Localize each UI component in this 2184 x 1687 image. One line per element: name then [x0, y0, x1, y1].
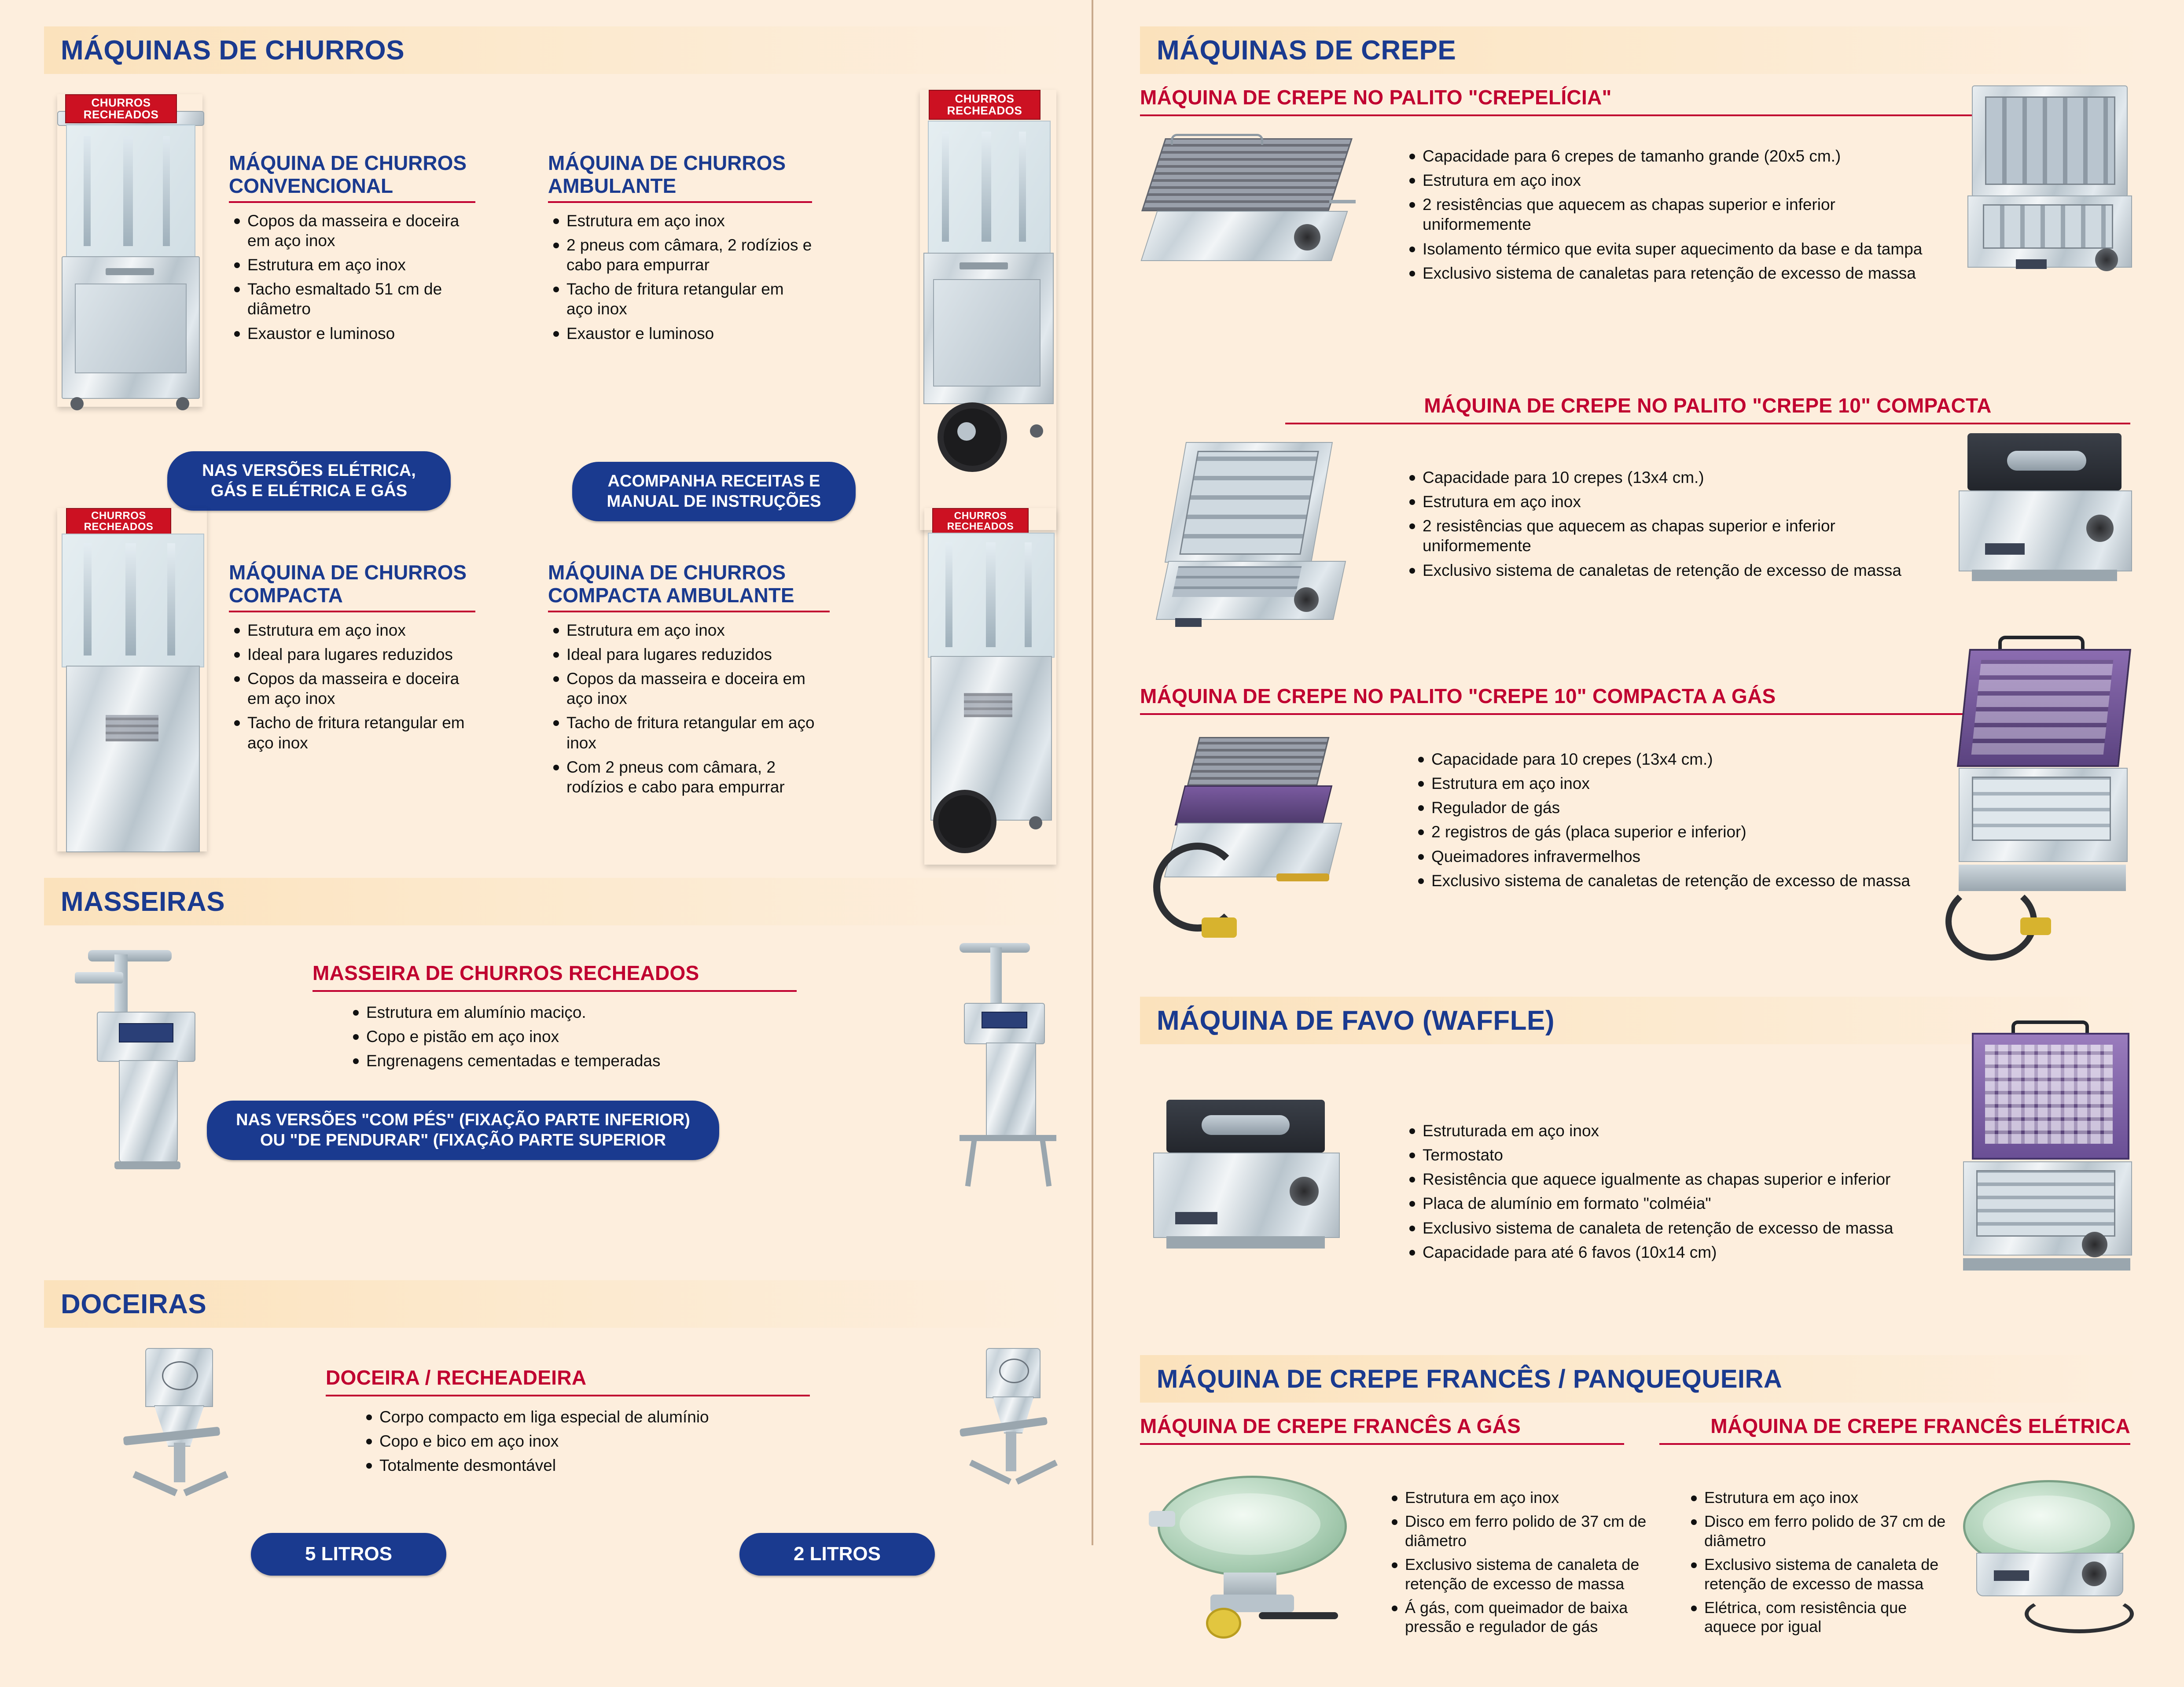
- list-item: Estrutura em aço inox: [229, 620, 475, 640]
- product-title-churros-ambulante: MÁQUINA DE CHURROS AMBULANTE: [548, 151, 812, 203]
- masseiras-block: [44, 937, 1070, 1210]
- badge-versoes-eletrica-gas: NAS VERSÕES ELÉTRICA, GÁS E ELÉTRICA E GÁS: [167, 451, 451, 511]
- list-item: Engrenagens cementadas e temperadas: [348, 1051, 797, 1071]
- product-bullets-frances-eletrica: [1686, 1488, 1959, 1641]
- list-item: Isolamento térmico que evita super aquecimento da base e da tampa: [1404, 239, 1923, 259]
- image-label-churros-ambulante: CHURROS RECHEADOS: [929, 90, 1041, 120]
- badge-2-litros: 2 LITROS: [739, 1533, 935, 1576]
- crepe-frances-block: [1140, 1414, 2144, 1687]
- section-title-doceiras: DOCEIRAS: [61, 1289, 207, 1319]
- list-item: Estrutura em aço inox: [1404, 492, 1923, 512]
- favo-block: [1140, 1056, 2144, 1364]
- product-bullets-masseira: [348, 1002, 797, 1071]
- product-title-crepe10-gas: MÁQUINA DE CREPE NO PALITO "CREPE 10" COMPACTA A GÁS: [1140, 684, 2003, 715]
- list-item: Exaustor e luminoso: [229, 324, 475, 343]
- product-title-masseira: MASSEIRA DE CHURROS RECHEADOS: [313, 961, 797, 992]
- list-item: Estrutura em aço inox: [548, 211, 812, 231]
- list-item: Tacho de fritura retangular em aço inox: [548, 279, 812, 319]
- section-title-crepe: MÁQUINAS DE CREPE: [1157, 35, 1456, 66]
- churros-bottom-block: [44, 499, 1070, 860]
- list-item: Estrutura em alumínio maciço.: [348, 1002, 797, 1022]
- product-title-churros-convencional: MÁQUINA DE CHURROS CONVENCIONAL: [229, 151, 475, 203]
- product-title-doceira: DOCEIRA / RECHEADEIRA: [326, 1366, 810, 1396]
- list-item: 2 registros de gás (placa superior e inferior): [1413, 822, 1932, 842]
- badge-versoes-masseira: NAS VERSÕES "COM PÉS" (FIXAÇÃO PARTE INFERIOR) OU "DE PENDURAR" (FIXAÇÃO PARTE SUPERIOR: [207, 1101, 719, 1160]
- product-image-frances-gas: [1149, 1462, 1351, 1639]
- product-masseira: [313, 961, 797, 1075]
- product-title-crepe10: MÁQUINA DE CREPE NO PALITO "CREPE 10" COMPACTA: [1285, 394, 2130, 424]
- product-image-churros-compacta: [57, 508, 207, 851]
- list-item: Termostato: [1404, 1145, 1923, 1165]
- list-item: Estrutura em aço inox: [1413, 774, 1932, 793]
- product-image-churros-ambulante: [920, 90, 1056, 530]
- product-title-frances-eletrica: MÁQUINA DE CREPE FRANCÊS ELÉTRICA: [1659, 1414, 2130, 1445]
- list-item: Regulador de gás: [1413, 798, 1932, 818]
- list-item: Capacidade para 6 crepes de tamanho grande (20x5 cm.): [1404, 146, 1923, 166]
- product-title-churros-compacta: MÁQUINA DE CHURROS COMPACTA: [229, 561, 475, 612]
- product-bullets-churros-convencional: [229, 211, 475, 343]
- image-label-churros-compacta: CHURROS RECHEADOS: [66, 508, 171, 534]
- list-item: Queimadores infravermelhos: [1413, 847, 1932, 866]
- list-item: Estrutura em aço inox: [229, 255, 475, 275]
- product-bullets-crepelicia: [1404, 146, 1923, 287]
- list-item: Placa de alumínio em formato "colméia": [1404, 1193, 1923, 1213]
- section-title-masseiras: MASSEIRAS: [61, 886, 225, 917]
- list-item: Capacidade para até 6 favos (10x14 cm): [1404, 1242, 1923, 1262]
- product-doceira: [326, 1366, 810, 1480]
- product-image-doceira-2l: [951, 1348, 1078, 1533]
- list-item: Resistência que aquece igualmente as chapas superior e inferior: [1404, 1169, 1923, 1189]
- list-item: Estrutura em aço inox: [548, 620, 830, 640]
- list-item: Estruturada em aço inox: [1404, 1121, 1923, 1141]
- list-item: Corpo compacto em liga especial de alumínio: [361, 1407, 810, 1427]
- list-item: 2 pneus com câmara, 2 rodízios e cabo para empurrar: [548, 235, 812, 275]
- product-image-crepelicia: [1149, 134, 1356, 279]
- list-item: Copos da masseira e doceira em aço inox: [548, 669, 830, 708]
- product-churros-convencional: [229, 151, 475, 348]
- list-item: Totalmente desmontável: [361, 1455, 810, 1475]
- list-item: Elétrica, com resistência que aquece por igual: [1686, 1598, 1959, 1637]
- list-item: Tacho de fritura retangular em aço inox: [548, 713, 830, 752]
- product-churros-compacta: [229, 561, 475, 757]
- product-bullets-churros-compacta: [229, 620, 475, 753]
- badge-5-litros: 5 LITROS: [251, 1533, 446, 1576]
- list-item: Exclusivo sistema de canaleta de retenção de excesso de massa: [1686, 1555, 1959, 1594]
- list-item: Com 2 pneus com câmara, 2 rodízios e cabo para empurrar: [548, 757, 830, 797]
- list-item: Ideal para lugares reduzidos: [229, 645, 475, 664]
- badge-acompanha-receitas: ACOMPANHA RECEITAS E MANUAL DE INSTRUÇÕES: [572, 462, 845, 521]
- product-image-crepe10-gas-open: [1945, 636, 2139, 970]
- image-label-churros-convencional: CHURROS RECHEADOS: [65, 94, 177, 123]
- list-item: 2 resistências que aquecem as chapas superior e inferior uniformemente: [1404, 516, 1923, 556]
- product-bullets-churros-compacta-ambulante: [548, 620, 830, 797]
- list-item: Tacho esmaltado 51 cm de diâmetro: [229, 279, 475, 319]
- product-title-crepelicia: MÁQUINA DE CREPE NO PALITO "CREPELÍCIA": [1140, 85, 1989, 116]
- doceiras-block: [44, 1339, 1070, 1568]
- product-image-favo: [1149, 1100, 1360, 1267]
- product-image-masseira-right: [933, 941, 1065, 1188]
- list-item: Exclusivo sistema de canaletas de retenção de excesso de massa: [1404, 560, 1923, 580]
- product-churros-compacta-ambulante: [548, 561, 830, 801]
- list-item: Copo e pistão em aço inox: [348, 1027, 797, 1046]
- list-item: Exclusivo sistema de canaleta de retenção de excesso de massa: [1404, 1218, 1923, 1238]
- product-image-frances-eletrica: [1959, 1471, 2144, 1639]
- section-title-favo: MÁQUINA DE FAVO (WAFFLE): [1157, 1005, 1555, 1036]
- list-item: Exaustor e luminoso: [548, 324, 812, 343]
- list-item: Disco em ferro polido de 37 cm de diâmetro: [1386, 1512, 1655, 1551]
- list-item: Copo e bico em aço inox: [361, 1431, 810, 1451]
- product-bullets-favo: [1404, 1121, 1923, 1267]
- list-item: Capacidade para 10 crepes (13x4 cm.): [1404, 468, 1923, 487]
- crepe10-gas-block: [1140, 684, 2144, 992]
- product-image-churros-convencional: [57, 94, 202, 407]
- list-item: Copos da masseira e doceira em aço inox: [229, 669, 475, 708]
- product-image-churros-compacta-ambulante: [924, 508, 1056, 865]
- product-image-masseira-left: [70, 946, 229, 1183]
- list-item: Exclusivo sistema de canaletas para retenção de excesso de massa: [1404, 263, 1923, 283]
- section-banner-crepe: [1140, 26, 2144, 74]
- section-banner-doceiras: [44, 1280, 1070, 1328]
- right-column: [1092, 0, 2184, 1636]
- product-image-crepe10-gas: [1144, 733, 1373, 957]
- product-title-churros-compacta-ambulante: MÁQUINA DE CHURROS COMPACTA AMBULANTE: [548, 561, 830, 612]
- section-title-crepe-frances: MÁQUINA DE CREPE FRANCÊS / PANQUEQUEIRA: [1157, 1364, 1783, 1393]
- list-item: Capacidade para 10 crepes (13x4 cm.): [1413, 749, 1932, 769]
- list-item: Estrutura em aço inox: [1386, 1488, 1655, 1507]
- product-bullets-churros-ambulante: [548, 211, 812, 343]
- product-image-favo-open: [1950, 1020, 2144, 1320]
- product-churros-ambulante: [548, 151, 812, 348]
- product-image-crepelicia-open: [1963, 85, 2139, 288]
- section-banner-churros: [44, 26, 1070, 74]
- list-item: Exclusivo sistema de canaleta de retenção de excesso de massa: [1386, 1555, 1655, 1594]
- list-item: Á gás, com queimador de baixa pressão e regulador de gás: [1386, 1598, 1655, 1637]
- product-image-crepe10-closed: [1954, 433, 2139, 600]
- product-bullets-frances-gas: [1386, 1488, 1655, 1641]
- product-image-doceira-5l: [110, 1348, 255, 1533]
- list-item: Tacho de fritura retangular em aço inox: [229, 713, 475, 752]
- section-banner-crepe-frances: [1140, 1355, 2144, 1403]
- left-column: [0, 0, 1092, 1565]
- section-banner-masseiras: [44, 878, 1070, 925]
- list-item: Exclusivo sistema de canaletas de retenção de excesso de massa: [1413, 871, 1932, 891]
- product-bullets-crepe10: [1404, 468, 1923, 585]
- list-item: Estrutura em aço inox: [1686, 1488, 1959, 1507]
- product-title-frances-gas: MÁQUINA DE CREPE FRANCÊS A GÁS: [1140, 1414, 1624, 1445]
- list-item: 2 resistências que aquecem as chapas superior e inferior uniformemente: [1404, 195, 1923, 234]
- image-label-churros-compacta-ambulante: CHURROS RECHEADOS: [932, 508, 1029, 534]
- section-title-churros: MÁQUINAS DE CHURROS: [61, 35, 405, 66]
- product-bullets-crepe10-gas: [1413, 749, 1932, 895]
- list-item: Copos da masseira e doceira em aço inox: [229, 211, 475, 250]
- product-image-crepe10: [1149, 442, 1360, 640]
- crepelicia-block: [1140, 85, 2144, 394]
- list-item: Disco em ferro polido de 37 cm de diâmetro: [1686, 1512, 1959, 1551]
- list-item: Ideal para lugares reduzidos: [548, 645, 830, 664]
- product-bullets-doceira: [361, 1407, 810, 1475]
- list-item: Estrutura em aço inox: [1404, 170, 1923, 190]
